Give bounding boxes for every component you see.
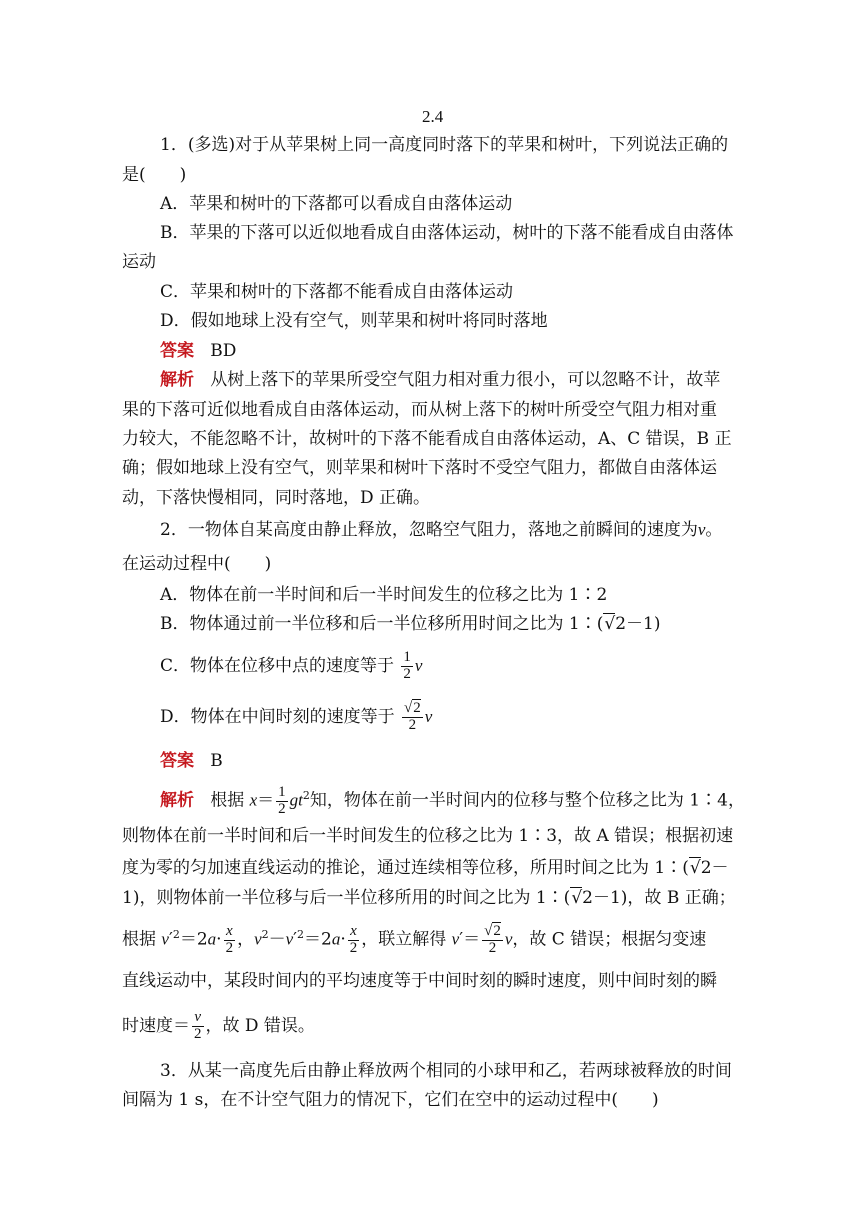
analysis-text-cont: 知，物体在前一半时间内的位移与整个位移之比为 1∶4，	[309, 790, 745, 811]
q1-stem-cont: 是( )	[122, 165, 187, 185]
q2-answer	[160, 748, 223, 774]
q3-stem: 3．从某一高度先后由静止释放两个相同的小球甲和乙，若两球被释放的时间	[160, 1061, 732, 1081]
fraction-half: $\frac{1}{2}$	[278, 783, 286, 817]
q1-option-b: B．苹果的下落可以近似地看成自由落体运动，树叶的下落不能看成自由落体	[160, 223, 734, 243]
q2-option-b	[160, 611, 660, 637]
analysis-text: 根据	[122, 929, 156, 950]
q1-analysis-line-5: 动，下落快慢相同，同时落地，D 正确。	[122, 488, 431, 508]
fraction-root2-over-2: $\frac{√2}{2}$	[404, 700, 421, 733]
q2-analysis-line-7	[122, 1010, 315, 1043]
q2-stem-cont: 在运动过程中( )	[122, 554, 272, 574]
analysis-text-cont: 联立解得	[378, 929, 447, 950]
sqrt-symbol: √	[571, 888, 583, 908]
analysis-text: 根据	[210, 790, 245, 811]
analysis-text-cont: 2－	[700, 858, 729, 878]
answer-value: BD	[210, 341, 237, 361]
q2-option-d	[160, 701, 432, 734]
q1-analysis-line-3: 力较大，不能忽略不计，故树叶的下落不能看成自由落体运动，A、C 错误，B 正	[122, 429, 732, 449]
q1-analysis-line-2: 果的下落可近似地看成自由落体运动，而从树上落下的树叶所受空气阻力相对重	[122, 400, 717, 420]
q1-option-d: D．假如地球上没有空气，则苹果和树叶将同时落地	[160, 311, 548, 331]
q1-option-c: C．苹果和树叶的下落都不能看成自由落体运动	[160, 282, 514, 302]
q2-analysis-line-3	[122, 855, 729, 881]
q2-option-d-text: D．物体在中间时刻的速度等于	[160, 706, 395, 727]
analysis-text: 时速度＝	[122, 1015, 190, 1036]
q1-answer	[160, 338, 236, 364]
q2-analysis-line-4	[122, 885, 736, 911]
q2-stem: 2．一物体自某高度由静止释放，忽略空气阻力，落地之前瞬间的速度为v。	[160, 520, 723, 540]
sqrt-symbol: √	[604, 614, 616, 634]
page-title: 2.4	[422, 107, 444, 126]
analysis-text: 度为零的匀加速直线运动的推论，通过连续相等位移，所用时间之比为 1∶(	[122, 858, 689, 878]
q2-option-c	[160, 650, 422, 683]
sqrt-symbol: √	[689, 858, 701, 878]
answer-label: 答案	[160, 341, 194, 361]
q2-analysis: 解析 根据 x＝ $\frac{1}{2}$ $gt^2$知，物体在前一半时间内的位移与整个位移之比为 1∶4，	[160, 783, 745, 817]
q3-stem-cont: 间隔为 1 s，在不计空气阻力的情况下，它们在空中的运动过程中( )	[122, 1090, 659, 1110]
q1-stem: 1．(多选)对于从苹果树上同一高度同时落下的苹果和树叶，下列说法正确的	[160, 135, 729, 155]
analysis-text-cont: ，故 D 错误。	[205, 1015, 315, 1036]
fraction-half: $\frac{1}{2}$	[403, 649, 411, 682]
q2-option-c-text: C．物体在位移中点的速度等于	[160, 655, 395, 676]
q2-analysis-line-2: 则物体在前一半时间和后一半时间发生的位移之比为 1∶3，故 A 错误；根据初速	[122, 826, 734, 846]
fraction-root2-over-2: $\frac{√2}{2}$	[484, 922, 501, 956]
math-v: v	[414, 655, 423, 675]
analysis-label: 解析	[160, 370, 194, 390]
q2-analysis-line-6: 直线运动中，某段时间内的平均速度等于中间时刻的瞬时速度，则中间时刻的瞬	[122, 971, 717, 991]
math-v: v	[424, 706, 433, 726]
fraction-x-over-2: $\frac{x}{2}$	[349, 922, 358, 956]
fraction-v-over-2: $\frac{v}{2}$	[194, 1009, 202, 1042]
analysis-text-tail: ，故 C 错误；根据匀变速	[512, 929, 707, 950]
analysis-text: 从树上落下的苹果所受空气阻力相对重力很小，可以忽略不计，故苹	[210, 370, 721, 390]
q1-option-b-cont: 运动	[122, 252, 156, 272]
q1-analysis-line-4: 确；假如地球上没有空气，则苹果和树叶下落时不受空气阻力，都做自由落体运	[122, 458, 717, 478]
answer-label: 答案	[160, 751, 194, 771]
q2-option-a: A．物体在前一半时间和后一半时间发生的位移之比为 1∶2	[160, 585, 608, 605]
q1-analysis	[160, 367, 720, 393]
analysis-text: 1)，则物体前一半位移与后一半位移所用的时间之比为 1∶(	[122, 888, 571, 908]
q2-option-b-text: B．物体通过前一半位移和后一半位移所用时间之比为 1∶(	[160, 614, 604, 634]
analysis-label: 解析	[160, 790, 194, 811]
fraction-x-over-2: $\frac{x}{2}$	[225, 922, 234, 956]
q2-analysis-line-5: 根据 $v'^2=2a\cdot$ $\frac{x}{2}$ ，$v^2-v'^2=2a\cdot$ $\frac{x}{2}$ ，联立解得 v′＝ $\frac{√2}{2}$ v，故 C 错误；根据匀变速	[122, 922, 707, 956]
answer-value: B	[210, 751, 223, 771]
q1-option-a: A．苹果和树叶的下落都可以看成自由落体运动	[160, 194, 513, 214]
q2-option-b-tail: 2－1)	[615, 614, 661, 634]
analysis-text-cont: 2－1)，故 B 正确；	[582, 888, 736, 908]
math-v: v	[697, 520, 706, 539]
q2-stem-text: 2．一物体自某高度由静止释放，忽略空气阻力，落地之前瞬间的速度为	[160, 520, 698, 540]
